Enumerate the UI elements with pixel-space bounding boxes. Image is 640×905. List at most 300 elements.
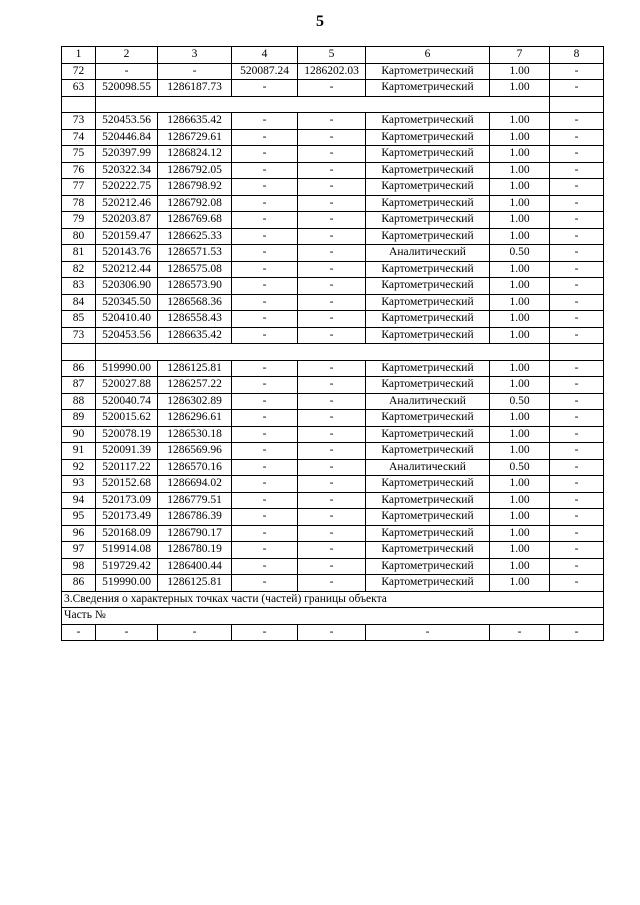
table-cell: - <box>298 575 366 592</box>
table-cell: - <box>298 113 366 130</box>
table-cell: Картометрический <box>366 212 490 229</box>
table-cell: Аналитический <box>366 459 490 476</box>
table-cell: - <box>232 179 298 196</box>
table-cell: 85 <box>62 311 96 328</box>
table-cell: 520222.75 <box>96 179 158 196</box>
table-cell: - <box>298 278 366 295</box>
table-cell: 1.00 <box>490 327 550 344</box>
table-cell: 1.00 <box>490 195 550 212</box>
table-cell: - <box>298 212 366 229</box>
table-cell: 75 <box>62 146 96 163</box>
table-cell: - <box>550 542 604 559</box>
table-cell: 86 <box>62 575 96 592</box>
table-row <box>62 162 604 179</box>
table-cell: Картометрический <box>366 80 490 97</box>
table-row <box>62 525 604 542</box>
table-cell: - <box>232 525 298 542</box>
table-cell: 0.50 <box>490 245 550 262</box>
blank-cell <box>62 344 96 361</box>
table-cell: - <box>298 459 366 476</box>
table-cell: Картометрический <box>366 476 490 493</box>
table-cell: 1.00 <box>490 146 550 163</box>
table-cell: 1.00 <box>490 63 550 80</box>
table-cell: 520015.62 <box>96 410 158 427</box>
table-cell: Картометрический <box>366 294 490 311</box>
table-cell: - <box>550 327 604 344</box>
table-cell: - <box>298 509 366 526</box>
table-cell: 1.00 <box>490 294 550 311</box>
table-cell: 1.00 <box>490 443 550 460</box>
table-cell: 1.00 <box>490 575 550 592</box>
table-cell: - <box>298 558 366 575</box>
table-cell: 96 <box>62 525 96 542</box>
table-row <box>62 63 604 80</box>
table-cell: - <box>550 228 604 245</box>
page-number: 5 <box>316 13 324 30</box>
table-cell: - <box>232 261 298 278</box>
table-cell: - <box>232 327 298 344</box>
table-cell: - <box>298 129 366 146</box>
table-cell: 1.00 <box>490 261 550 278</box>
table-cell: 520098.55 <box>96 80 158 97</box>
table-cell: 7 <box>490 47 550 64</box>
table-cell: 88 <box>62 393 96 410</box>
table-cell: - <box>298 228 366 245</box>
table-row <box>62 245 604 262</box>
table-cell: 1286575.08 <box>158 261 232 278</box>
table-cell: 520322.34 <box>96 162 158 179</box>
table-cell: 77 <box>62 179 96 196</box>
table-cell: - <box>298 294 366 311</box>
table-cell: - <box>232 360 298 377</box>
table-cell: - <box>232 624 298 641</box>
table-cell: 1286302.89 <box>158 393 232 410</box>
blank-separator-row <box>62 344 604 361</box>
table-cell: - <box>550 624 604 641</box>
blank-cell <box>96 344 550 361</box>
table-cell: 79 <box>62 212 96 229</box>
table-cell: Картометрический <box>366 410 490 427</box>
table-cell: Картометрический <box>366 162 490 179</box>
table-cell: 87 <box>62 377 96 394</box>
table-cell: - <box>96 63 158 80</box>
table-cell: 520212.46 <box>96 195 158 212</box>
blank-cell <box>550 344 604 361</box>
table-cell: 1286790.17 <box>158 525 232 542</box>
blank-cell <box>550 96 604 113</box>
table-cell: 1.00 <box>490 542 550 559</box>
table-cell: 1 <box>62 47 96 64</box>
table-cell: - <box>298 492 366 509</box>
table-row <box>62 575 604 592</box>
table-cell: 1286202.03 <box>298 63 366 80</box>
table-cell: 1286573.90 <box>158 278 232 295</box>
table-cell: 1286779.51 <box>158 492 232 509</box>
table-cell: - <box>550 146 604 163</box>
table-cell: - <box>298 476 366 493</box>
table-cell: Аналитический <box>366 245 490 262</box>
table-cell: 1286257.22 <box>158 377 232 394</box>
table-cell: - <box>96 624 158 641</box>
table-cell: - <box>232 509 298 526</box>
table-cell: 73 <box>62 327 96 344</box>
table-cell: - <box>232 426 298 443</box>
table-cell: - <box>298 162 366 179</box>
table-row <box>62 261 604 278</box>
table-cell: 520345.50 <box>96 294 158 311</box>
table-cell: 1286635.42 <box>158 327 232 344</box>
table-cell: - <box>232 113 298 130</box>
table-cell: 90 <box>62 426 96 443</box>
table-row <box>62 492 604 509</box>
table-cell: - <box>550 393 604 410</box>
table-cell: - <box>550 162 604 179</box>
table-header-row <box>62 47 604 64</box>
table-cell: 98 <box>62 558 96 575</box>
table-cell: Картометрический <box>366 278 490 295</box>
table-cell: 5 <box>298 47 366 64</box>
table-cell: Картометрический <box>366 228 490 245</box>
table-cell: - <box>550 410 604 427</box>
table-cell: 94 <box>62 492 96 509</box>
table-cell: 1286558.43 <box>158 311 232 328</box>
table-cell: 0.50 <box>490 459 550 476</box>
table-cell: 92 <box>62 459 96 476</box>
table-cell: - <box>298 393 366 410</box>
table-row <box>62 311 604 328</box>
table-cell: 1286792.08 <box>158 195 232 212</box>
table-cell: - <box>232 278 298 295</box>
table-cell: Картометрический <box>366 443 490 460</box>
table-cell: - <box>232 459 298 476</box>
table-cell: Картометрический <box>366 311 490 328</box>
table-cell: - <box>550 212 604 229</box>
table-cell: 519990.00 <box>96 360 158 377</box>
table-cell: Картометрический <box>366 360 490 377</box>
table-cell: 84 <box>62 294 96 311</box>
table-cell: - <box>232 80 298 97</box>
table-cell: 519990.00 <box>96 575 158 592</box>
table-cell: Картометрический <box>366 542 490 559</box>
table-cell: - <box>232 393 298 410</box>
table-cell: 95 <box>62 509 96 526</box>
table-cell: 1286571.53 <box>158 245 232 262</box>
table-cell: 1286729.61 <box>158 129 232 146</box>
table-cell: 1286296.61 <box>158 410 232 427</box>
table-cell: - <box>550 63 604 80</box>
table-cell: - <box>550 558 604 575</box>
table-cell: 93 <box>62 476 96 493</box>
table-cell: - <box>550 525 604 542</box>
table-cell: - <box>232 195 298 212</box>
table-row <box>62 443 604 460</box>
table-cell: - <box>298 80 366 97</box>
table-cell: - <box>550 80 604 97</box>
table-cell: - <box>298 410 366 427</box>
table-cell: Картометрический <box>366 146 490 163</box>
table-cell: 1.00 <box>490 129 550 146</box>
table-row <box>62 80 604 97</box>
table-cell: 82 <box>62 261 96 278</box>
table-cell: 520212.44 <box>96 261 158 278</box>
table-cell: 1286798.92 <box>158 179 232 196</box>
section-title-row-cell: 3.Сведения о характерных точках части (частей) границы объекта <box>62 591 604 608</box>
table-row <box>62 459 604 476</box>
table-cell: 1286187.73 <box>158 80 232 97</box>
table-cell: - <box>298 426 366 443</box>
table-row <box>62 360 604 377</box>
table-row <box>62 476 604 493</box>
table-cell: 6 <box>366 47 490 64</box>
table-cell: 86 <box>62 360 96 377</box>
table-cell: 73 <box>62 113 96 130</box>
table-cell: 1286570.16 <box>158 459 232 476</box>
table-cell: - <box>62 624 96 641</box>
table-cell: 520159.47 <box>96 228 158 245</box>
table-cell: - <box>550 179 604 196</box>
table-cell: 2 <box>96 47 158 64</box>
table-cell: 1.00 <box>490 212 550 229</box>
table-cell: - <box>550 443 604 460</box>
table-cell: - <box>550 129 604 146</box>
table-cell: 520143.76 <box>96 245 158 262</box>
blank-cell <box>62 96 96 113</box>
table-cell: Картометрический <box>366 113 490 130</box>
table-cell: - <box>232 294 298 311</box>
table-cell: 1.00 <box>490 558 550 575</box>
table-cell: 520152.68 <box>96 476 158 493</box>
table-cell: - <box>232 558 298 575</box>
table-cell: Картометрический <box>366 575 490 592</box>
table-cell: 1.00 <box>490 278 550 295</box>
table-cell: 1.00 <box>490 113 550 130</box>
table-cell: 1286530.18 <box>158 426 232 443</box>
table-cell: Аналитический <box>366 393 490 410</box>
table-cell: 1286694.02 <box>158 476 232 493</box>
table-row <box>62 228 604 245</box>
table-cell: 3 <box>158 47 232 64</box>
table-row <box>62 509 604 526</box>
table-cell: Картометрический <box>366 525 490 542</box>
table-cell: - <box>298 311 366 328</box>
table-cell: 1.00 <box>490 525 550 542</box>
table-cell: 89 <box>62 410 96 427</box>
table-cell: - <box>232 542 298 559</box>
table-cell: 91 <box>62 443 96 460</box>
table-cell: - <box>298 624 366 641</box>
table-cell: 1.00 <box>490 311 550 328</box>
table-cell: 1.00 <box>490 80 550 97</box>
table-row <box>62 393 604 410</box>
table-cell: - <box>232 162 298 179</box>
table-cell: 520087.24 <box>232 63 298 80</box>
table-cell: 83 <box>62 278 96 295</box>
table-row <box>62 146 604 163</box>
table-cell: 1.00 <box>490 426 550 443</box>
table-row <box>62 212 604 229</box>
table-cell: - <box>550 476 604 493</box>
table-cell: - <box>550 426 604 443</box>
table-cell: 520091.39 <box>96 443 158 460</box>
table-cell: - <box>550 575 604 592</box>
table-cell: - <box>232 311 298 328</box>
table-row <box>62 426 604 443</box>
table-cell: 97 <box>62 542 96 559</box>
table-cell: 519729.42 <box>96 558 158 575</box>
table-cell: - <box>232 377 298 394</box>
table-cell: 1286125.81 <box>158 575 232 592</box>
table-cell: 1286625.33 <box>158 228 232 245</box>
table-cell: - <box>550 459 604 476</box>
table-cell: 78 <box>62 195 96 212</box>
table-cell: - <box>298 327 366 344</box>
table-cell: 74 <box>62 129 96 146</box>
table-cell: - <box>232 575 298 592</box>
table-cell: Картометрический <box>366 63 490 80</box>
table-cell: 520027.88 <box>96 377 158 394</box>
table-cell: - <box>550 261 604 278</box>
table-cell: 520117.22 <box>96 459 158 476</box>
table-cell: 1286569.96 <box>158 443 232 460</box>
table-cell: 1.00 <box>490 410 550 427</box>
table-cell: 520168.09 <box>96 525 158 542</box>
table-cell: - <box>550 113 604 130</box>
table-cell: 1286780.19 <box>158 542 232 559</box>
table-cell: - <box>158 624 232 641</box>
table-cell: 1286824.12 <box>158 146 232 163</box>
table-cell: - <box>232 443 298 460</box>
table-cell: - <box>298 146 366 163</box>
table-cell: - <box>232 146 298 163</box>
table-cell: 520453.56 <box>96 327 158 344</box>
table-cell: 63 <box>62 80 96 97</box>
table-cell: 1.00 <box>490 377 550 394</box>
table-cell: - <box>550 377 604 394</box>
table-cell: 520078.19 <box>96 426 158 443</box>
table-cell: 1.00 <box>490 179 550 196</box>
table-cell: 520446.84 <box>96 129 158 146</box>
table-row <box>62 294 604 311</box>
table-row <box>62 195 604 212</box>
table-cell: 81 <box>62 245 96 262</box>
blank-separator-row <box>62 96 604 113</box>
table-row <box>62 558 604 575</box>
table-cell: 520040.74 <box>96 393 158 410</box>
table-cell: 1.00 <box>490 476 550 493</box>
table-cell: Картометрический <box>366 327 490 344</box>
table-cell: 1286786.39 <box>158 509 232 526</box>
table-cell: - <box>550 311 604 328</box>
table-cell: 1286769.68 <box>158 212 232 229</box>
table-cell: 4 <box>232 47 298 64</box>
table-cell: - <box>550 278 604 295</box>
table-cell: Картометрический <box>366 195 490 212</box>
table-cell: - <box>158 63 232 80</box>
table-row <box>62 377 604 394</box>
table-cell: 1.00 <box>490 162 550 179</box>
table-cell: 72 <box>62 63 96 80</box>
table-cell: - <box>232 228 298 245</box>
table-row <box>62 113 604 130</box>
table-cell: 80 <box>62 228 96 245</box>
table-row <box>62 624 604 641</box>
table-row <box>62 327 604 344</box>
table-cell: - <box>490 624 550 641</box>
table-cell: 520397.99 <box>96 146 158 163</box>
table-cell: 1286568.36 <box>158 294 232 311</box>
table-cell: Картометрический <box>366 179 490 196</box>
table-cell: 520306.90 <box>96 278 158 295</box>
table-cell: Картометрический <box>366 261 490 278</box>
coordinates-table <box>61 46 604 641</box>
part-number-row-cell: Часть № <box>62 608 604 625</box>
table-cell: - <box>298 179 366 196</box>
table-cell: - <box>298 443 366 460</box>
table-cell: - <box>298 525 366 542</box>
table-cell: 0.50 <box>490 393 550 410</box>
table-cell: - <box>298 261 366 278</box>
table-row <box>62 129 604 146</box>
table-cell: Картометрический <box>366 377 490 394</box>
table-row <box>62 179 604 196</box>
table-cell: - <box>298 195 366 212</box>
table-cell: - <box>298 245 366 262</box>
part-number-row <box>62 608 604 625</box>
table-cell: 1286125.81 <box>158 360 232 377</box>
table-cell: Картометрический <box>366 492 490 509</box>
table-cell: Картометрический <box>366 509 490 526</box>
blank-cell <box>96 96 550 113</box>
table-cell: 8 <box>550 47 604 64</box>
table-cell: 520173.49 <box>96 509 158 526</box>
table-cell: - <box>298 360 366 377</box>
table-cell: 1.00 <box>490 492 550 509</box>
table-cell: - <box>550 245 604 262</box>
table-cell: - <box>298 377 366 394</box>
table-cell: - <box>550 360 604 377</box>
table-cell: Картометрический <box>366 426 490 443</box>
table-cell: 76 <box>62 162 96 179</box>
table-cell: Картометрический <box>366 558 490 575</box>
table-cell: 520203.87 <box>96 212 158 229</box>
table-cell: 520410.40 <box>96 311 158 328</box>
table-cell: 1286400.44 <box>158 558 232 575</box>
table-cell: - <box>550 509 604 526</box>
section-title-row <box>62 591 604 608</box>
table-row <box>62 278 604 295</box>
table-cell: - <box>232 212 298 229</box>
table-cell: - <box>232 476 298 493</box>
table-cell: 520453.56 <box>96 113 158 130</box>
table-row <box>62 542 604 559</box>
table-cell: - <box>550 294 604 311</box>
table-cell: 1286635.42 <box>158 113 232 130</box>
table-cell: - <box>550 492 604 509</box>
table-cell: 520173.09 <box>96 492 158 509</box>
table-cell: - <box>550 195 604 212</box>
table-cell: - <box>232 410 298 427</box>
table-cell: - <box>232 492 298 509</box>
table-cell: - <box>232 245 298 262</box>
table-cell: 1.00 <box>490 509 550 526</box>
table-cell: - <box>366 624 490 641</box>
table-cell: 1.00 <box>490 360 550 377</box>
table-cell: 519914.08 <box>96 542 158 559</box>
table-cell: - <box>232 129 298 146</box>
table-cell: 1286792.05 <box>158 162 232 179</box>
table-row <box>62 410 604 427</box>
table-cell: - <box>298 542 366 559</box>
